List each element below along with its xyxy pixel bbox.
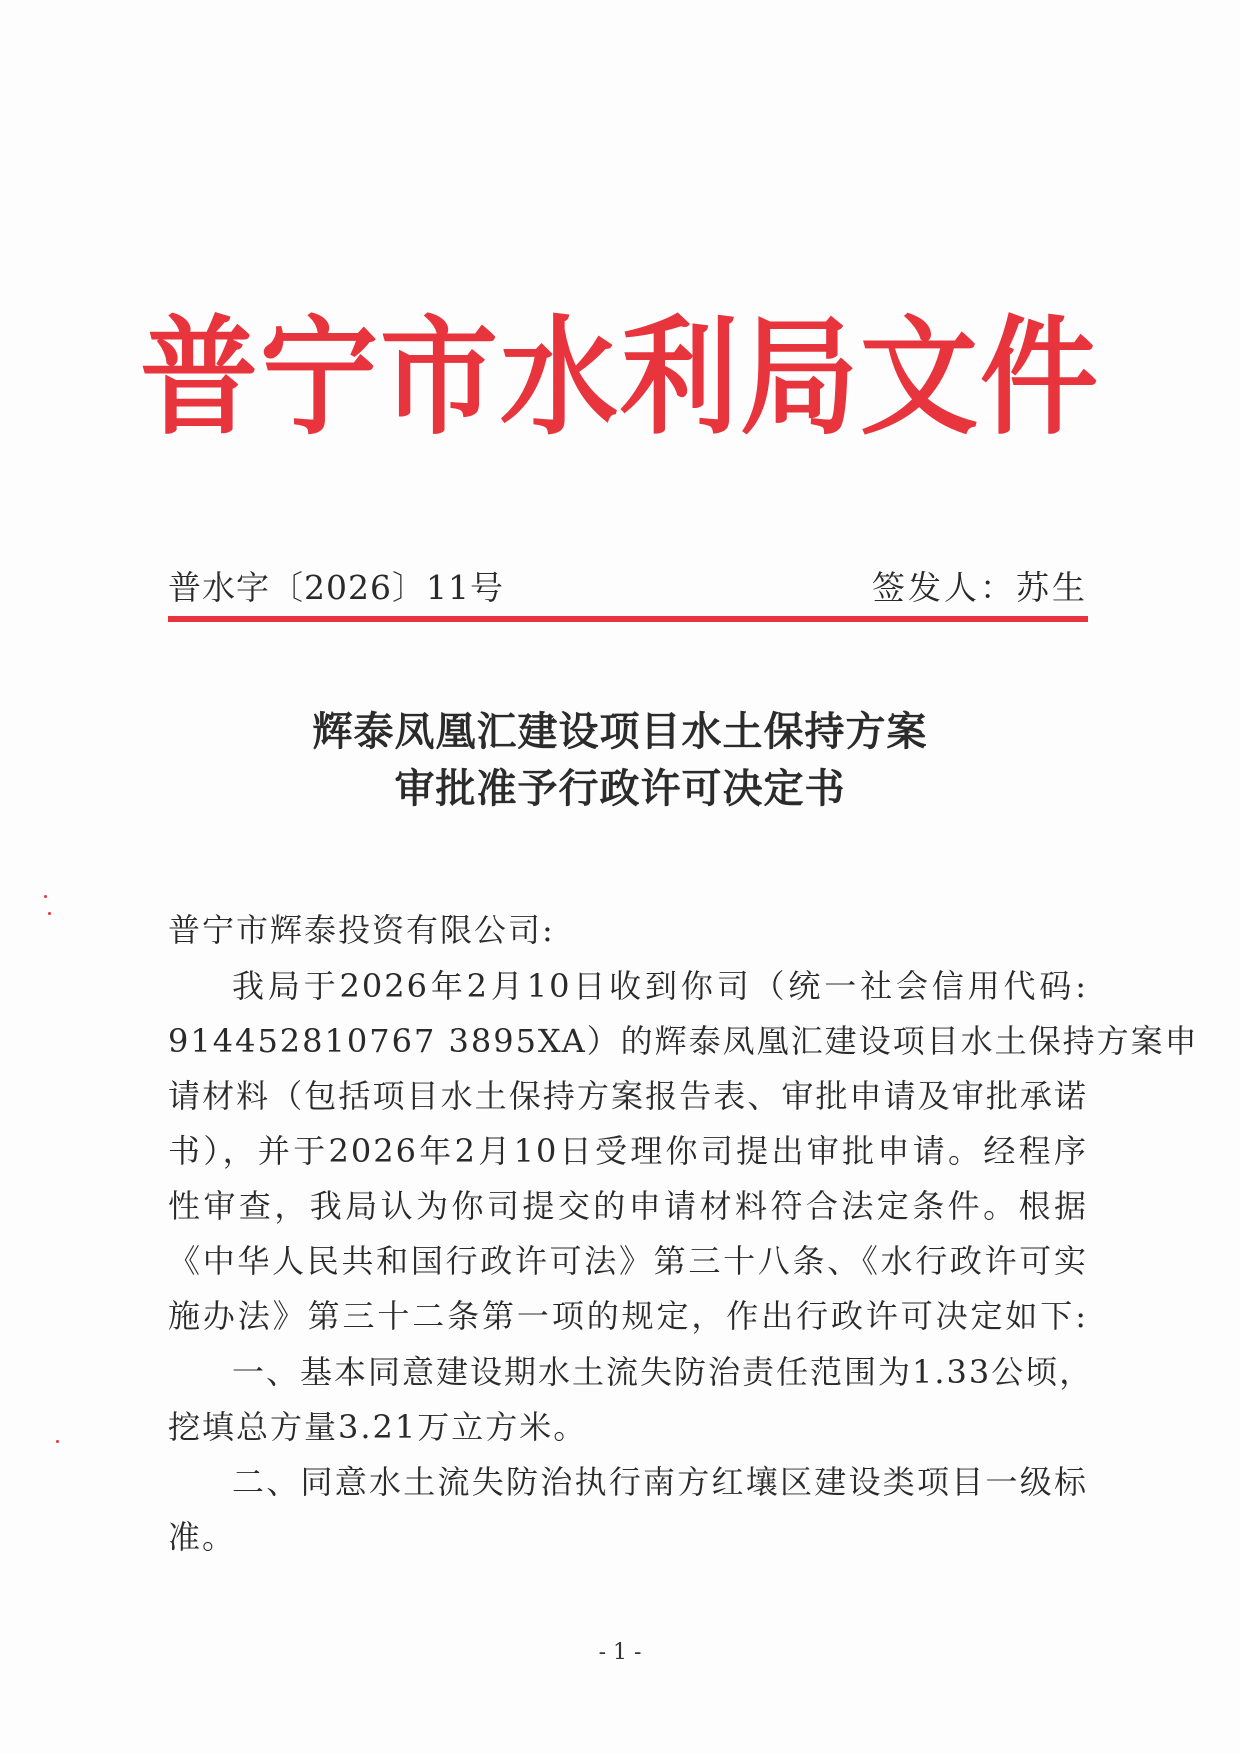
body-line-3: 请材料（包括项目水土保持方案报告表、审批申请及审批承诺 [168,1077,1088,1115]
body-line-6: 《中华人民共和国行政许可法》第三十八条、《水行政许可实 [168,1242,1088,1280]
document-number: 普水字〔2026〕11号 [168,568,504,607]
body-line-2: 914452810767 3895XA）的辉泰凤凰汇建设项目水土保持方案申 [168,1022,1199,1060]
body-line-7: 施办法》第三十二条第一项的规定，作出行政许可决定如下: [168,1297,1088,1335]
issuer-signature: 签发人：苏生 [872,568,1088,607]
scan-speck [44,895,47,898]
body-line-10: 二、同意水土流失防治执行南方红壤区建设类项目一级标 [232,1463,1088,1501]
body-line-8: 一、基本同意建设期水土流失防治责任范围为1.33公顷， [232,1353,1094,1391]
body-line-5: 性审查，我局认为你司提交的申请材料符合法定条件。根据 [168,1187,1088,1225]
page-number: - 1 - [598,1640,642,1665]
body-line-9: 挖填总方量3.21万立方米。 [168,1408,588,1446]
body-line-1: 我局于2026年2月10日收到你司（统一社会信用代码: [232,967,1088,1005]
body-line-4: 书），并于2026年2月10日受理你司提出审批申请。经程序 [168,1132,1088,1170]
body-line-11: 准。 [168,1518,237,1556]
document-title-line-2: 审批准予行政许可决定书 [394,765,846,812]
red-divider-line [168,616,1088,622]
scan-speck [48,912,51,915]
addressee: 普宁市辉泰投资有限公司: [168,911,555,949]
document-number-row [168,566,1088,610]
masthead-title: 普宁市水利局文件 [139,301,1100,452]
scan-speck [56,1440,59,1443]
document-title-line-1: 辉泰凤凰汇建设项目水土保持方案 [312,708,928,755]
